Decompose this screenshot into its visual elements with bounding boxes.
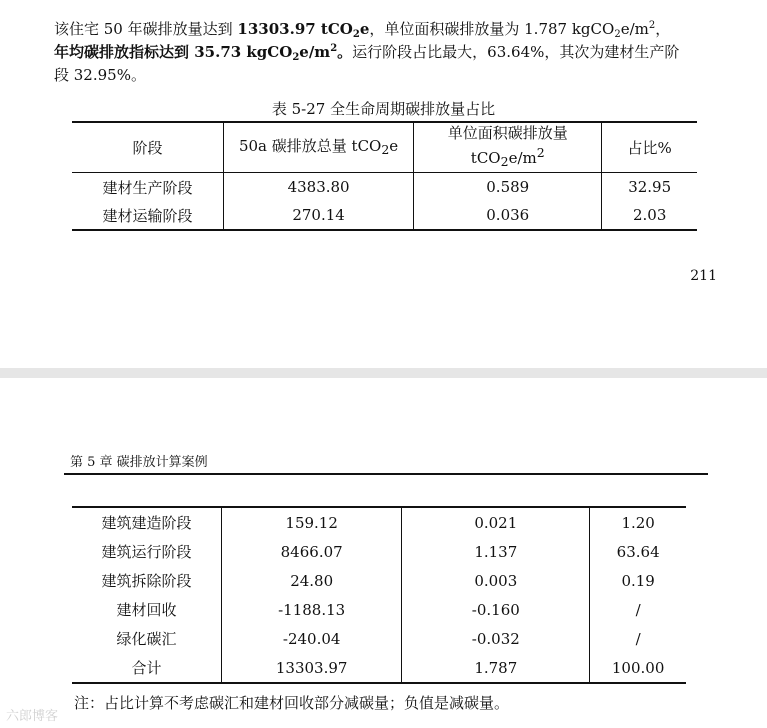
summary-line-3: 段 32.95%。 — [54, 66, 146, 84]
cell-share: 2.03 — [602, 201, 697, 230]
watermark-logo: 六郎博客 — [6, 709, 59, 724]
cell-per-area: 0.003 — [402, 566, 590, 595]
cell-share: 1.20 — [590, 507, 686, 537]
table-row — [72, 201, 697, 230]
cell-total: 8466.07 — [222, 537, 402, 566]
header-share: 占比% — [602, 122, 697, 173]
cell-total: -240.04 — [222, 624, 402, 653]
cell-per-area: 0.036 — [414, 201, 602, 230]
table-row-total — [72, 653, 686, 683]
cell-total: 13303.97 — [222, 653, 402, 683]
cell-stage: 建筑建造阶段 — [101, 514, 192, 532]
page-separator — [0, 368, 767, 378]
table-row — [72, 537, 686, 566]
chapter-header-rule — [64, 473, 708, 475]
cell-per-area: 0.589 — [414, 173, 602, 202]
cell-stage: 合计 — [131, 659, 162, 677]
table-row — [72, 624, 686, 653]
cell-per-area: 1.137 — [402, 537, 590, 566]
cell-total: 24.80 — [222, 566, 402, 595]
cell-stage: 建材生产阶段 — [102, 178, 193, 197]
header-per-area: 单位面积碳排放量 $tCO_2e/m^2$ — [414, 122, 602, 173]
page-number: 211 — [690, 268, 717, 284]
table-note: 注：占比计算不考虑碳汇和建材回收部分减碳量；负值是减碳量。 — [74, 694, 510, 712]
cell-stage: 建材回收 — [116, 601, 177, 619]
cell-share: 63.64 — [590, 537, 686, 566]
table-row — [72, 595, 686, 624]
cell-share: / — [590, 624, 686, 653]
emission-table-part1 — [72, 121, 697, 231]
cell-per-area: -0.160 — [402, 595, 590, 624]
cell-stage: 建筑运行阶段 — [101, 543, 192, 561]
table-row — [72, 173, 697, 202]
cell-share: 0.19 — [590, 566, 686, 595]
cell-per-area: 0.021 — [402, 507, 590, 537]
cell-share: / — [590, 595, 686, 624]
cell-stage: 建筑拆除阶段 — [101, 572, 192, 590]
cell-stage: 建材运输阶段 — [102, 206, 193, 225]
header-total: 50a 碳排放总量 tCO$_2$e — [224, 122, 414, 173]
cell-total: 159.12 — [222, 507, 402, 537]
table-caption: 表 5-27 全生命周期碳排放量占比 — [271, 100, 496, 118]
summary-line-2: 年均碳排放指标达到 35.73 $kgCO_2e/m^2$。运行阶段占比最大，63.64%，其次为建材生产阶 — [54, 43, 680, 63]
cell-stage: 绿化碳汇 — [116, 630, 177, 648]
header-stage: 阶段 — [72, 122, 224, 173]
cell-total: -1188.13 — [222, 595, 402, 624]
cell-per-area: -0.032 — [402, 624, 590, 653]
cell-share: 100.00 — [590, 653, 686, 683]
cell-share: 32.95 — [602, 173, 697, 202]
cell-total: 4383.80 — [224, 173, 414, 202]
cell-per-area: 1.787 — [402, 653, 590, 683]
table-row — [72, 566, 686, 595]
chapter-header: 第 5 章 碳排放计算案例 — [70, 455, 208, 470]
table-row — [72, 507, 686, 537]
summary-paragraph — [54, 18, 719, 87]
summary-line-1: 该住宅 50 年碳排放量达到 13303.97 tCO$_2$e，单位面积碳排放量为 1.787 $kgCO_2e/m^2$， — [54, 20, 671, 40]
table-header-row — [72, 122, 697, 173]
page-212 — [0, 378, 767, 728]
emission-table-part2 — [72, 506, 686, 684]
cell-total: 270.14 — [224, 201, 414, 230]
